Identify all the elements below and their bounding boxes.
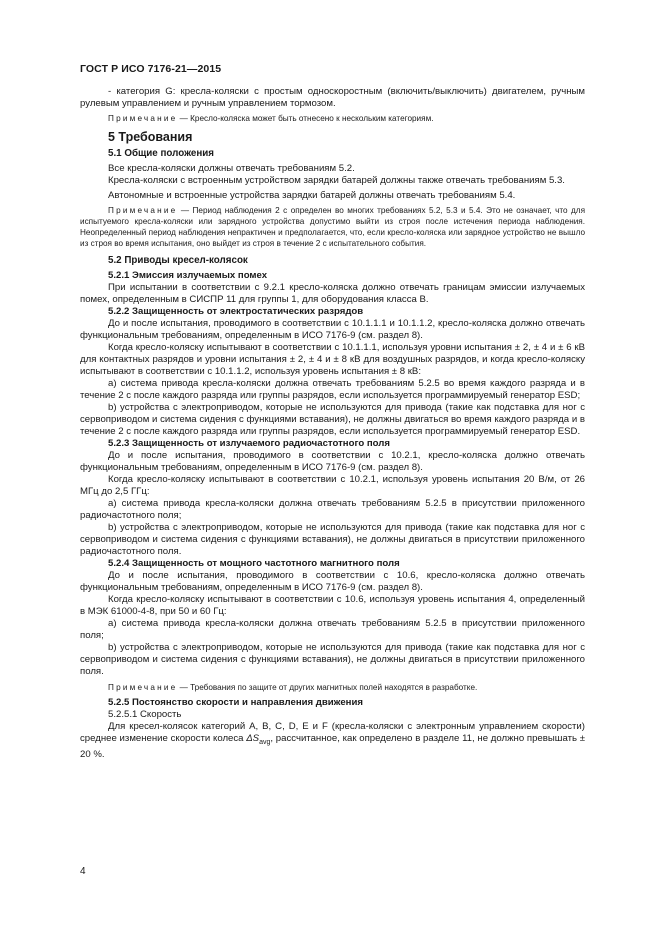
paragraph-5-2-4-c: а) система привода кресла-коляски должна отвечать требованиям 5.2.5 в присутствии приложенного поля; xyxy=(80,618,585,641)
note-3 xyxy=(80,682,585,693)
paragraph-5-2-4-b: Когда кресло-коляску испытывают в соответствии с 10.6, используя уровень испытания 4, определенный в МЭК 61000-4-8, при 50 и 60 Гц: xyxy=(80,594,585,617)
delta-s-symbol: ΔS xyxy=(246,733,260,744)
note-1 xyxy=(80,113,585,124)
page-number: 4 xyxy=(80,866,86,877)
paragraph-5-2-2-a: До и после испытания, проводимого в соответствии с 10.1.1.1 и 10.1.1.2, кресло-коляска должно отвечать функциональным требованиям, определенным в ИСО 7176-9 (см. раздел 8). xyxy=(80,318,585,341)
section-heading-5-2: 5.2 Приводы кресел-колясок xyxy=(108,255,248,266)
paragraph-5-2-3-a: До и после испытания, проводимого в соответствии с 10.2.1, кресло-коляска должно отвечать функциональным требованиям, определенным в ИСО 7176-9 (см. раздел 8). xyxy=(80,450,585,473)
avg-subscript: avg xyxy=(259,738,271,746)
page-body xyxy=(80,86,585,761)
paragraph-5-2-5-1 xyxy=(80,721,585,761)
note-text: — Период наблюдения 2 с определен во многих требованиях 5.2, 5.3 и 5.4. Это не означает, что для испытуемого кресла-коляски или зарядного устройства допустимо выйти из строя после истечения периода наблюдения. Неопределенный период наблюдения непрактичен и предполагается, что, если кресло-коляска или зарядное устройство не вышло из строя во время испытания, оно выйдет из строя в течение 2 с испытательного события. xyxy=(80,206,585,248)
paragraph-5-2-3-d: b) устройства с электроприводом, которые не используются для привода (такие как подставка для ног с сервоприводом и система сидения с функциями вставания), не должны двигаться в присутствии приложенного радиочастотного поля. xyxy=(80,522,585,557)
note-label: Примечание xyxy=(108,683,178,692)
paragraph-5-2-2-c: а) система привода кресла-коляски должна отвечать требованиям 5.2.5 во время каждого разряда и в течение 2 с после каждого разряда или группы разрядов, если используется программируемый генератор ESD; xyxy=(80,378,585,401)
section-heading-5-2-3: 5.2.3 Защищенность от излучаемого радиочастотного поля xyxy=(108,438,390,449)
paragraph-5-2-4-d: b) устройства с электроприводом, которые не используются для привода (такие как подставка для ног с сервоприводом и система сидения с функциями вставания), не должны двигаться в присутствии приложенного поля. xyxy=(80,642,585,677)
text-pre: Для кресел-колясок категорий А, В, С, D, Е и F (кресла-коляски с электронным управлением скорости) среднее изменение скорости колеса xyxy=(80,721,585,744)
paragraph-5-1-a: Все кресла-коляски должны отвечать требованиям 5.2. xyxy=(108,163,355,174)
text-post: , рассчитанное, как определено в разделе 11, не должно превышать ± 20 %. xyxy=(80,733,585,760)
paragraph-5-2-2-d: b) устройства с электроприводом, которые не используются для привода (такие как подставка для ног с сервоприводом и система сидения с функциями вставания), не должны двигаться во время каждого разряда и в течение 2 с после каждого разряда или группы разрядов, если используется программируемый генератор ESD. xyxy=(80,402,585,437)
paragraph-5-1-b: Кресла-коляски с встроенным устройством зарядки батарей должны также отвечать требованиям 5.3. xyxy=(108,175,565,186)
section-heading-5-2-5: 5.2.5 Постоянство скорости и направления движения xyxy=(108,697,363,708)
note-label: Примечание xyxy=(108,206,178,215)
section-heading-5: 5 Требования xyxy=(108,130,193,144)
paragraph-5-2-2-b: Когда кресло-коляску испытывают в соответствии с 10.1.1.1, используя уровни испытания ± 2, ± 4 и ± 6 кВ для контактных разрядов и уровни испытания ± 2, ± 4 и ± 8 кВ для воздушных разрядов, и когда кресло-коляску испытывают в соответствии с 10.1.1.2, используя уровень испытания ± 8 кВ: xyxy=(80,342,585,377)
section-heading-5-2-5-1: 5.2.5.1 Скорость xyxy=(108,709,182,720)
paragraph-5-2-1: При испытании в соответствии с 9.2.1 кресло-коляска должно отвечать границам эмиссии излучаемых помех, определенным в СИСПР 11 для группы 1, для оборудования класса В. xyxy=(80,282,585,305)
note-text: — Кресло-коляска может быть отнесено к нескольким категориям. xyxy=(177,114,434,123)
document-header: ГОСТ Р ИСО 7176-21—2015 xyxy=(80,63,222,75)
section-heading-5-2-1: 5.2.1 Эмиссия излучаемых помех xyxy=(108,270,268,281)
paragraph-5-2-3-c: а) система привода кресла-коляски должна отвечать требованиям 5.2.5 в присутствии приложенного радиочастотного поля; xyxy=(80,498,585,521)
section-heading-5-2-2: 5.2.2 Защищенность от электростатических разрядов xyxy=(108,306,364,317)
section-heading-5-1: 5.1 Общие положения xyxy=(108,148,215,159)
note-text: — Требования по защите от других магнитных полей находятся в разработке. xyxy=(177,683,478,692)
paragraph-category-g: - категория G: кресла-коляски с простым односкоростным (включить/выключить) двигателем, ручным рулевым управлением и ручным управлением тормозом. xyxy=(80,86,585,109)
paragraph-5-1-c: Автономные и встроенные устройства зарядки батарей должны отвечать требованиям 5.4. xyxy=(108,190,516,201)
section-heading-5-2-4: 5.2.4 Защищенность от мощного частотного магнитного поля xyxy=(108,558,400,569)
note-2 xyxy=(80,205,585,249)
paragraph-5-2-3-b: Когда кресло-коляску испытывают в соответствии с 10.2.1, используя уровень испытания 20 В/м, от 26 МГц до 2,5 ГГц: xyxy=(80,474,585,497)
note-label: Примечание xyxy=(108,114,178,123)
paragraph-5-2-4-a: До и после испытания, проводимого в соответствии с 10.6, кресло-коляска должно отвечать функциональным требованиям, определенным в ИСО 7176-9 (см. раздел 8). xyxy=(80,570,585,593)
